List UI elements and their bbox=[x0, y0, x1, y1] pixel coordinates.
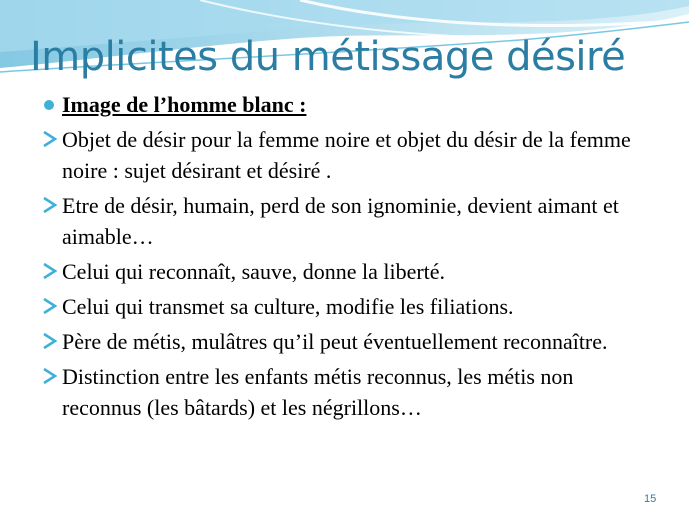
list-item-text: Celui qui transmet sa culture, modifie les filiations. bbox=[62, 294, 514, 319]
heading-row bbox=[42, 90, 652, 120]
slide-content bbox=[42, 90, 652, 427]
list-item-text: Objet de désir pour la femme noire et objet du désir de la femme noire : sujet désirant et désiré . bbox=[62, 127, 631, 183]
list-item bbox=[42, 256, 652, 287]
bullet-list bbox=[42, 124, 652, 423]
arrow-bullet-icon bbox=[42, 295, 58, 317]
list-item-text: Celui qui reconnaît, sauve, donne la liberté. bbox=[62, 259, 446, 284]
list-item bbox=[42, 291, 652, 322]
section-heading: Image de l’homme blanc : bbox=[62, 92, 307, 117]
list-item bbox=[42, 124, 652, 186]
page-number: 15 bbox=[644, 493, 657, 505]
list-item bbox=[42, 361, 652, 423]
list-item-text: Père de métis, mulâtres qu’il peut éventuellement reconnaître. bbox=[62, 329, 608, 354]
arrow-bullet-icon bbox=[42, 260, 58, 282]
list-item-text: Distinction entre les enfants métis reconnus, les métis non reconnus (les bâtards) et les négrillons… bbox=[62, 364, 574, 420]
arrow-bullet-icon bbox=[42, 128, 58, 150]
dot-bullet-icon bbox=[44, 100, 54, 110]
arrow-bullet-icon bbox=[42, 194, 58, 216]
list-item-text: Etre de désir, humain, perd de son ignominie, devient aimant et aimable… bbox=[62, 193, 619, 249]
arrow-bullet-icon bbox=[42, 330, 58, 352]
list-item bbox=[42, 326, 652, 357]
arrow-bullet-icon bbox=[42, 365, 58, 387]
list-item bbox=[42, 190, 652, 252]
slide-title: Implicites du métissage désiré bbox=[30, 34, 626, 80]
